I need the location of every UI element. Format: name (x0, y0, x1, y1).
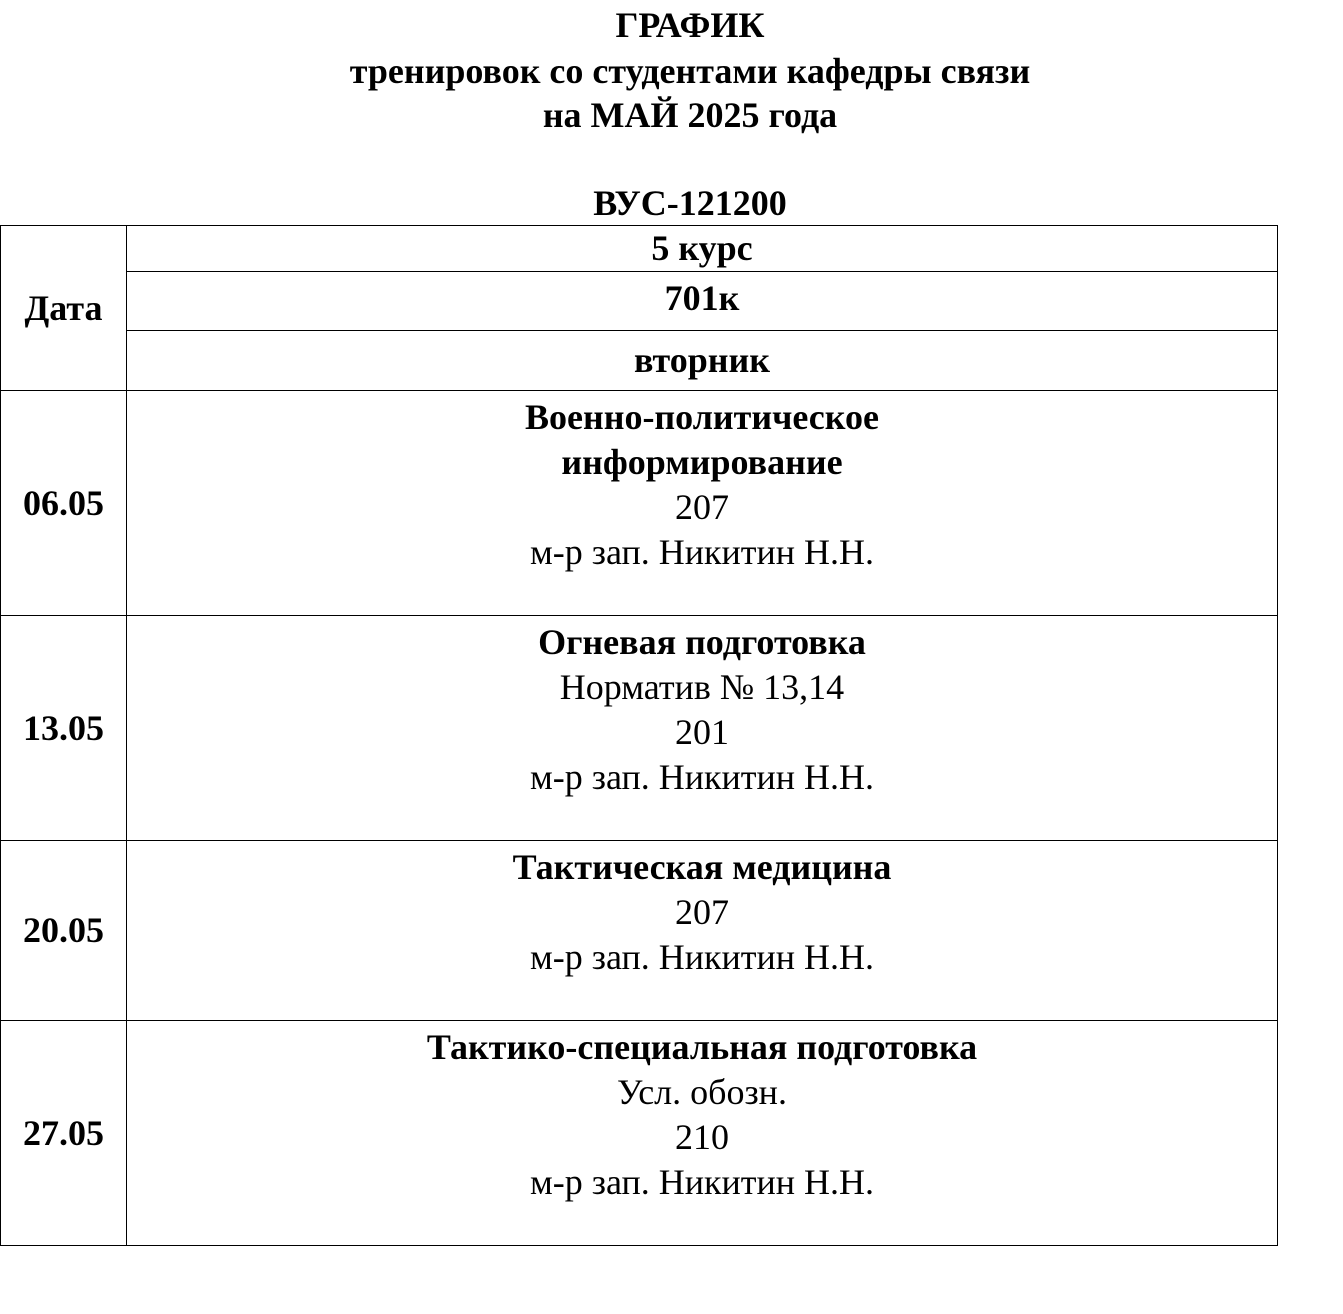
room-number: 207 (675, 892, 729, 932)
document-subtitle: тренировок со студентами кафедры связи (349, 51, 1031, 91)
header-row-weekday (1, 331, 1278, 391)
teacher-name: м-р зап. Никитин Н.Н. (529, 1162, 875, 1202)
document-title: ГРАФИК (615, 5, 765, 45)
room-number: 210 (675, 1117, 729, 1157)
row-date: 20.05 (1, 841, 127, 1021)
table-row (1, 391, 1278, 616)
date-column-header: Дата (1, 226, 127, 391)
teacher-name: м-р зап. Никитин Н.Н. (529, 532, 875, 572)
teacher-name: м-р зап. Никитин Н.Н. (529, 937, 875, 977)
row-date: 13.05 (1, 616, 127, 841)
header-row-course (1, 226, 1278, 272)
topic: Усл. обозн. (617, 1072, 787, 1112)
specialty-code: ВУС-121200 (593, 183, 787, 223)
topic: Норматив № 13,14 (559, 667, 845, 707)
subject-name: Тактическая медицина (512, 847, 892, 887)
group-header: 701к (127, 272, 1278, 331)
room-number: 207 (675, 487, 729, 527)
course-header: 5 курс (127, 226, 1278, 272)
subject-name: Тактико-специальная подготовка (426, 1027, 978, 1067)
teacher-name: м-р зап. Никитин Н.Н. (529, 757, 875, 797)
row-content (127, 1021, 1278, 1246)
table-row (1, 1021, 1278, 1246)
subject-name: Огневая подготовка (538, 622, 866, 662)
row-content (127, 616, 1278, 841)
row-content (127, 841, 1278, 1021)
row-content (127, 391, 1278, 616)
weekday-header: вторник (127, 331, 1278, 391)
schedule-table (0, 225, 1278, 1246)
subject-name: Военно-политическое (524, 397, 880, 437)
document-period: на МАЙ 2025 года (542, 95, 838, 135)
table-row (1, 841, 1278, 1021)
subject-name-cont: информирование (561, 442, 843, 482)
table-row (1, 616, 1278, 841)
row-date: 06.05 (1, 391, 127, 616)
header-row-group (1, 272, 1278, 331)
room-number: 201 (675, 712, 729, 752)
row-date: 27.05 (1, 1021, 127, 1246)
